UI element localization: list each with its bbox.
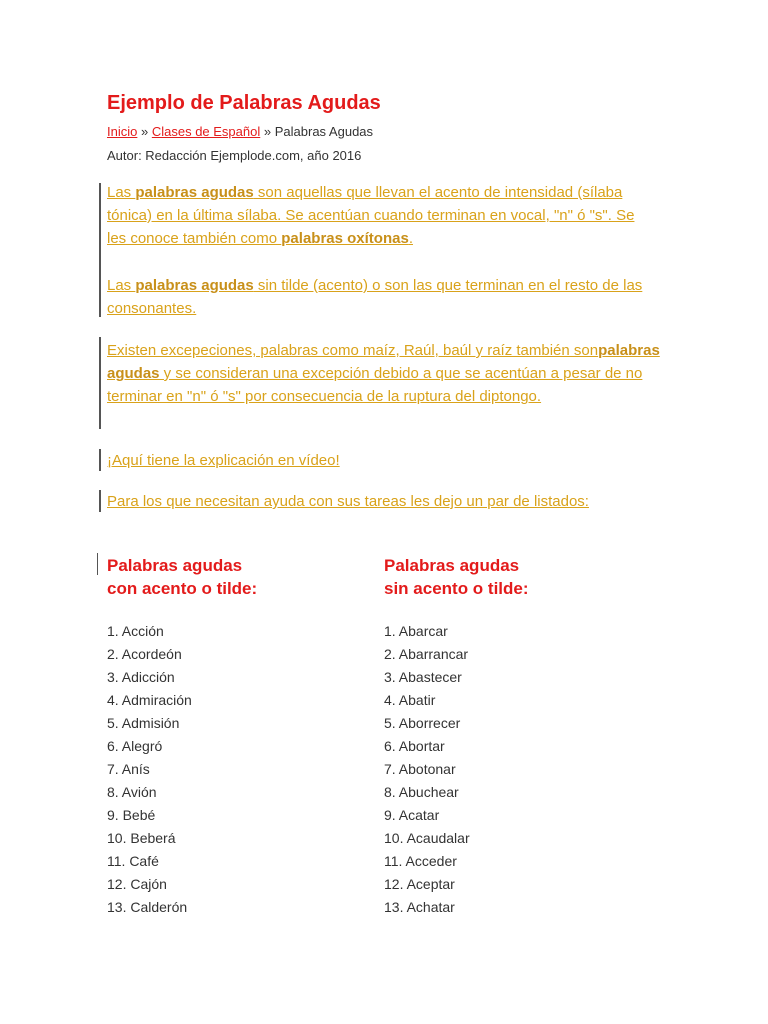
list-item: 8. Avión	[107, 784, 157, 800]
author-line: Autor: Redacción Ejemplode.com, año 2016	[107, 148, 362, 163]
breadcrumb-current: Palabras Agudas	[274, 124, 374, 139]
quote-bar	[99, 337, 101, 429]
video-explanation-link[interactable]: ¡Aquí tiene la explicación en vídeo!	[107, 452, 340, 469]
list-item: 3. Adicción	[107, 669, 175, 685]
quote-bar	[99, 449, 101, 471]
list-item: 5. Admisión	[107, 715, 180, 731]
list-item: 6. Alegró	[107, 738, 163, 754]
lists-intro-link[interactable]: Para los que necesitan ayuda con sus tareas les dejo un par de listados:	[107, 493, 589, 510]
left-column-heading: Palabras agudas con acento o tilde:	[107, 556, 258, 598]
unaccented-words-list	[384, 620, 470, 919]
list-item: 4. Admiración	[107, 692, 192, 708]
quote-bar	[99, 490, 101, 512]
list-item: 13. Calderón	[107, 899, 188, 915]
quote-bar	[99, 183, 101, 317]
right-column-heading: Palabras agudas sin acento o tilde:	[384, 556, 529, 598]
accented-words-list	[107, 620, 192, 919]
list-item: 11. Acceder	[384, 853, 457, 869]
list-item: 2. Acordeón	[107, 646, 182, 662]
list-item: 9. Bebé	[107, 807, 156, 823]
list-item: 9. Acatar	[384, 807, 440, 823]
rule-paragraph-link[interactable]: Las palabras agudas sin tilde (acento) o son las que terminan en el resto de las consonantes.	[107, 277, 643, 317]
breadcrumb	[107, 124, 373, 139]
list-item: 5. Aborrecer	[384, 715, 461, 731]
list-item: 4. Abatir	[384, 692, 436, 708]
list-item: 7. Abotonar	[384, 761, 456, 777]
quote-bar	[97, 553, 98, 575]
breadcrumb-separator: »	[263, 124, 272, 139]
list-item: 8. Abuchear	[384, 784, 459, 800]
intro-paragraph-link[interactable]: Las palabras agudas son aquellas que llevan el acento de intensidad (sílaba tónica) en la última sílaba. Se acentúan cuando terminan en vocal, "n" ó "s". Se les conoce también como palabras oxítonas.	[107, 184, 635, 247]
list-item: 10. Acaudalar	[384, 830, 470, 846]
list-item: 6. Abortar	[384, 738, 445, 754]
list-item: 12. Cajón	[107, 876, 167, 892]
list-item: 13. Achatar	[384, 899, 455, 915]
list-item: 10. Beberá	[107, 830, 176, 846]
breadcrumb-section-link[interactable]: Clases de Español	[151, 124, 261, 139]
list-item: 11. Café	[107, 853, 159, 869]
list-item: 12. Aceptar	[384, 876, 455, 892]
breadcrumb-home-link[interactable]: Inicio	[107, 124, 138, 139]
breadcrumb-separator: »	[140, 124, 149, 139]
exception-paragraph-link[interactable]: Existen excepeciones, palabras como maíz, Raúl, baúl y raíz también sonpalabras agudas y se consideran una excepción debido a que se acentúan a pesar de no terminar en "n" ó "s" por consecuencia de la ruptura del diptongo.	[107, 342, 660, 405]
list-item: 7. Anís	[107, 761, 150, 777]
page-title: Ejemplo de Palabras Agudas	[107, 92, 381, 114]
list-item: 1. Acción	[107, 623, 164, 639]
list-item: 2. Abarrancar	[384, 646, 469, 662]
list-item: 3. Abastecer	[384, 669, 462, 685]
list-item: 1. Abarcar	[384, 623, 448, 639]
